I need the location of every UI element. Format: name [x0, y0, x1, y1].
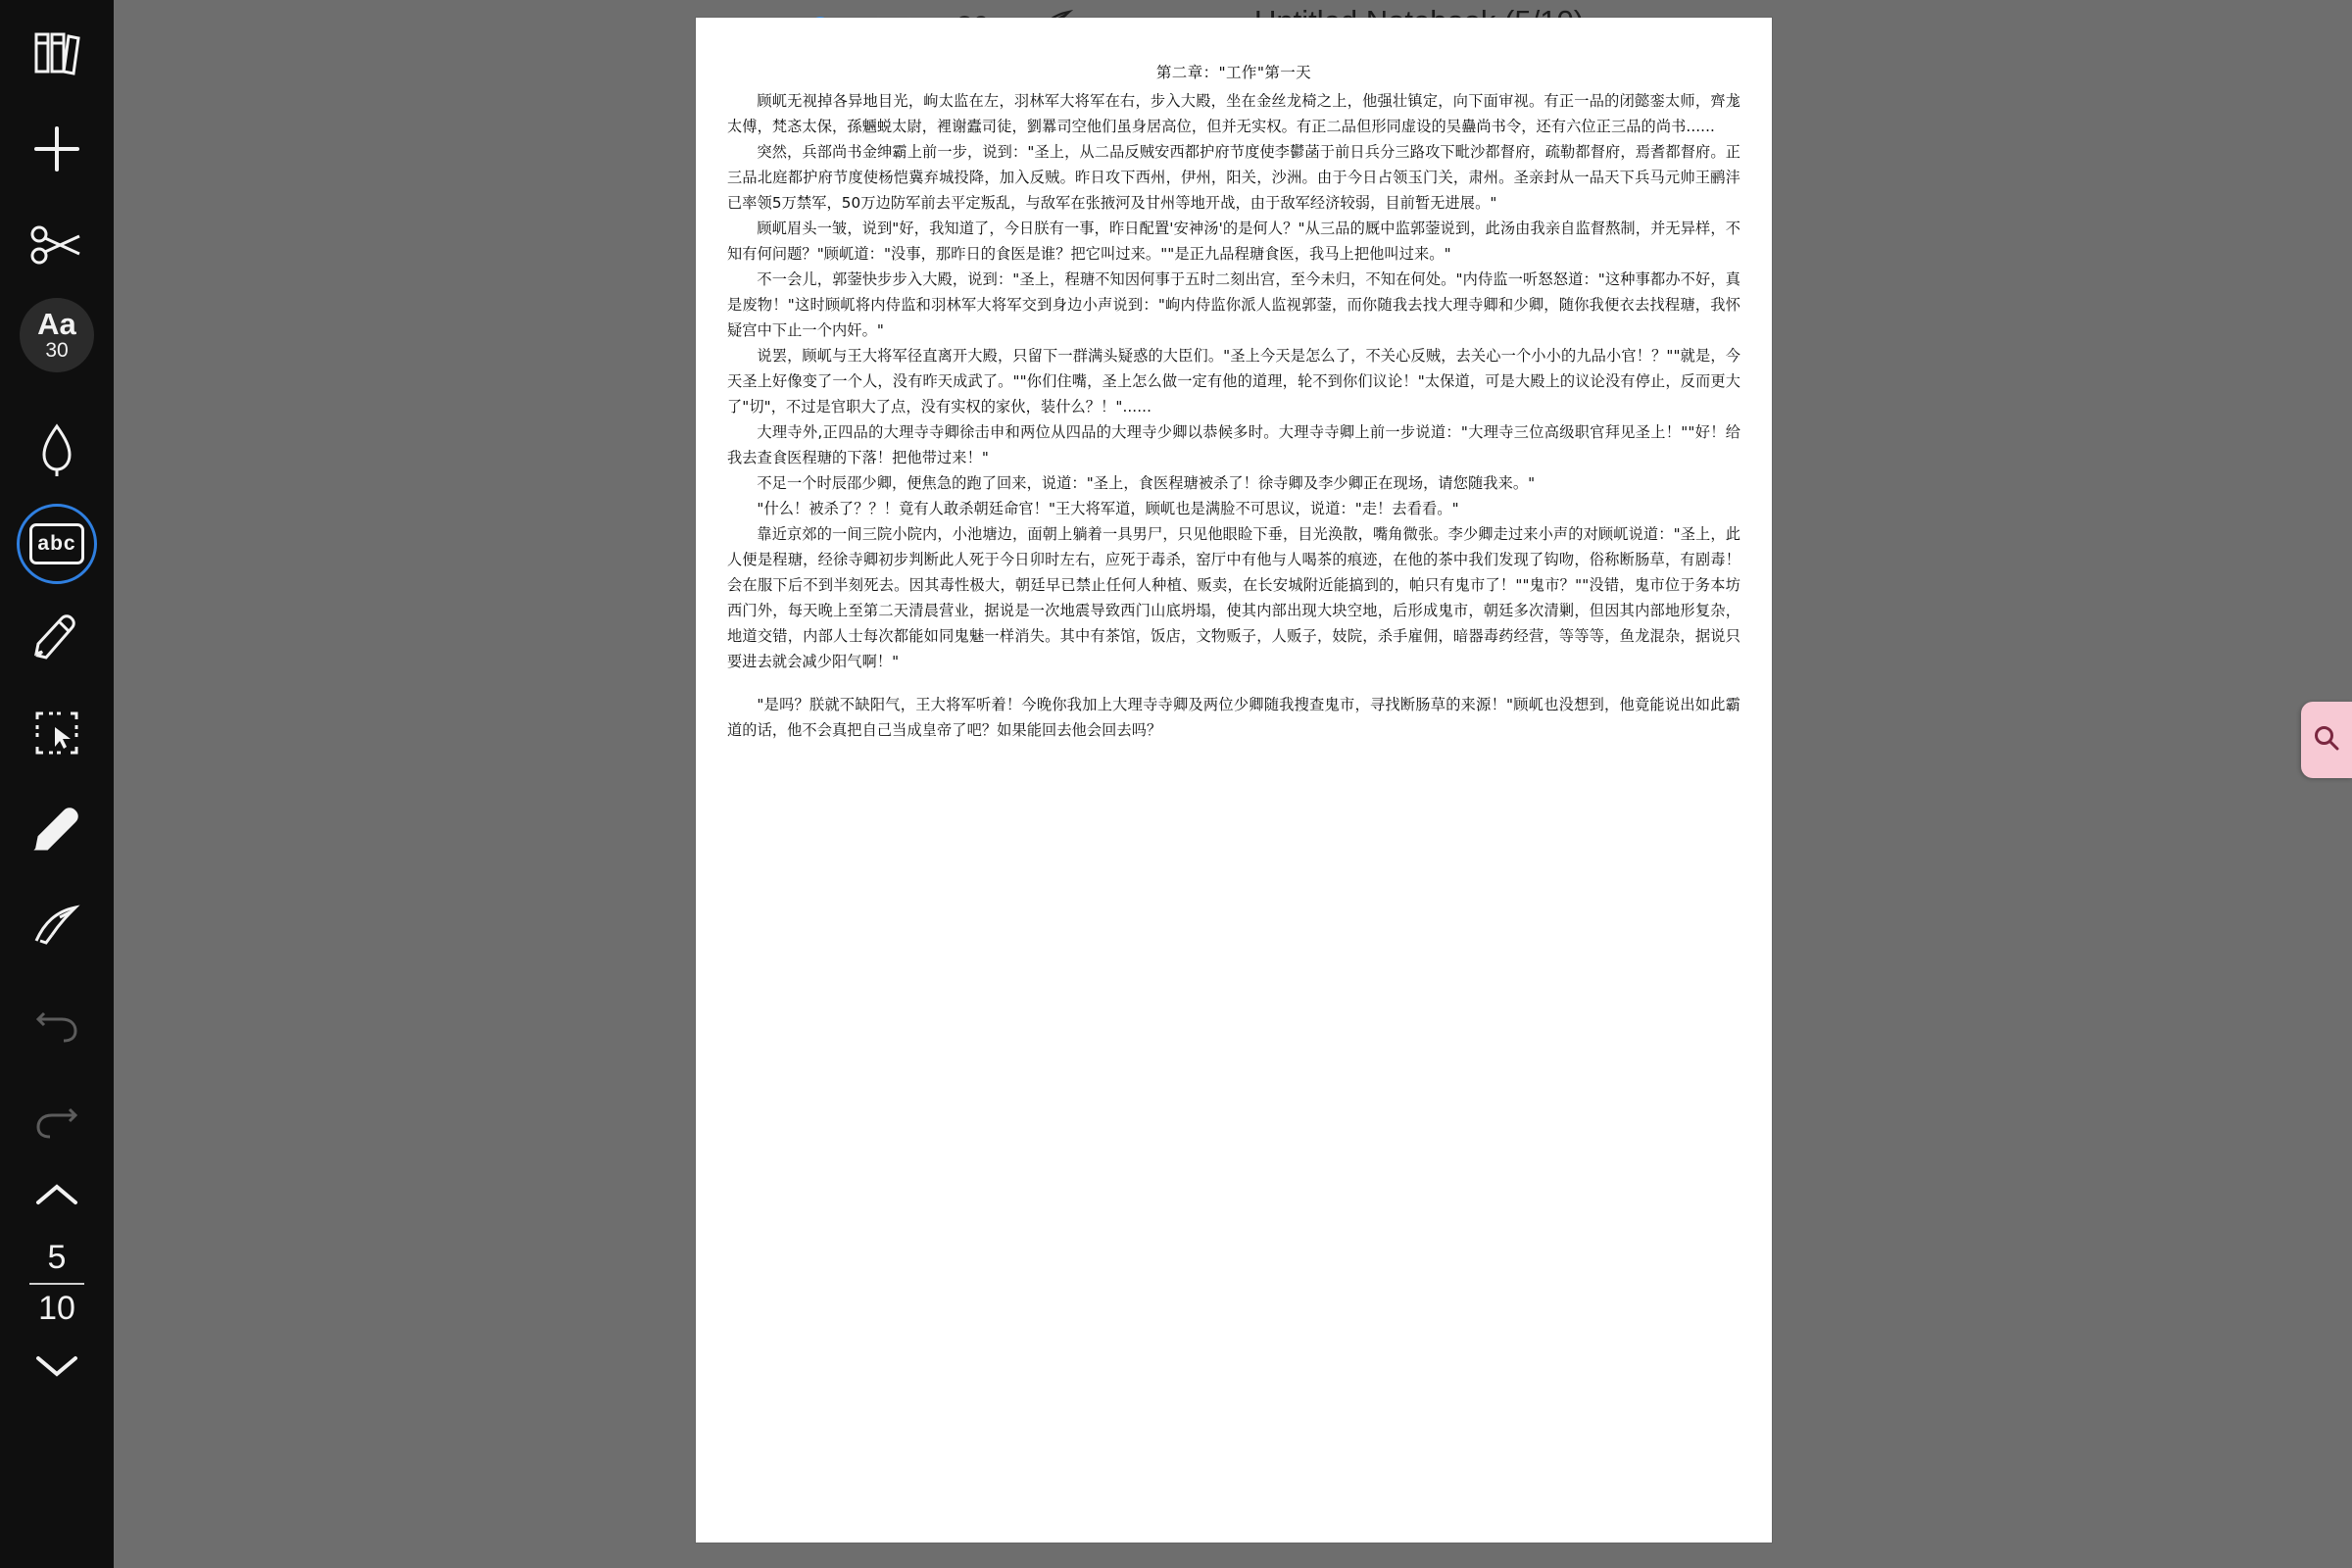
shape-tool[interactable]	[14, 882, 100, 968]
paragraph: 顾屼无视掉各异地目光，岣太监在左，羽林军大将军在右，步入大殿，坐在金丝龙椅之上，他强壮镇定，向下面审视。有正一品的闭懿銮太师，齊尨太傅，梵忞太保，孫魎蜕太尉，裡谢蠹司徒，劉羃司空他们虽身居高位，但并无实权。有正二品但形同虚设的吴蠱尚书令，还有六位正三品的尚书......	[727, 92, 1740, 135]
highlighter-tool[interactable]	[14, 594, 100, 680]
abc-tool[interactable]	[17, 504, 97, 584]
abc-tool-label: abc	[29, 523, 84, 564]
pen-tool[interactable]	[14, 408, 100, 494]
page-total: 10	[38, 1289, 75, 1327]
library-icon[interactable]	[14, 10, 100, 96]
paragraph: 顾屼眉头一皱，说到"好，我知道了，今日朕有一事，昨日配置'安神汤'的是何人？"从三品的厩中监郭蓥说到，此汤由我亲自监督熬制，并无异样，不知有何问题？"顾屼道："没事，那昨日的食医是谁？把它叫过来。""是正九品程瑭食医，我马上把他叫过来。"	[727, 220, 1740, 263]
paragraph: 大理寺外,正四品的大理寺寺卿徐击申和两位从四品的大理寺少卿以恭候多时。大理寺寺卿上前一步说道："大理寺三位高级职官拜见圣上！""好！给我去查食医程瑭的下落！把他带过来！"	[727, 423, 1740, 466]
page-up-button[interactable]	[14, 1160, 100, 1231]
page-content	[696, 18, 1772, 743]
search-icon	[2312, 723, 2341, 758]
notebook-page[interactable]	[696, 18, 1772, 1543]
redo-button[interactable]	[14, 1074, 100, 1160]
page-down-button[interactable]	[14, 1330, 100, 1400]
paragraph: 靠近京郊的一间三院小院内，小池塘边，面朝上躺着一具男尸，只见他眼睑下垂，目光涣散，嘴角微张。李少卿走过来小声的对顾屼说道："圣上，此人便是程瑭，经徐寺卿初步判断此人死于今日卯时左右，应死于毒杀，窑厅中有他与人喝茶的痕迹，在他的茶中我们发现了钩吻，俗称断肠草，有剧毒！会在服下后不到半刻死去。因其毒性极大，朝廷早已禁止任何人种植、贩卖，在长安城附近能搞到的，帕只有鬼市了！""鬼市？""没错，鬼市位于务本坊西门外，每天晚上至第二天清晨营业，据说是一次地震导致西门山底坍塌，使其内部出现大块空地，后形成鬼市，朝廷多次清剿，但因其内部地形复杂，地道交错，内部人士每次都能如同鬼魅一样消失。其中有茶馆，饭店，文物贩子，人贩子，妓院，杀手雇佣，暗器毒药经营，等等等，鱼龙混杂，据说只要进去就会减少阳气啊！"	[727, 525, 1740, 670]
eraser-tool[interactable]	[14, 786, 100, 872]
paragraph: 不足一个时辰邵少卿，便焦急的跑了回来，说道："圣上，食医程瑭被杀了！徐寺卿及李少卿正在现场，请您随我来。"	[757, 474, 1536, 492]
undo-button[interactable]	[14, 978, 100, 1064]
paragraph: "什么！被杀了？？！竟有人敢杀朝廷命官！"王大将军道，顾屼也是满脸不可思议，说道："走！去看看。"	[757, 500, 1459, 517]
left-toolbar	[0, 0, 114, 1568]
search-button[interactable]	[2301, 702, 2352, 778]
text-tool-label: Aa	[37, 306, 76, 341]
paragraph: "是吗？朕就不缺阳气，王大将军听着！今晚你我加上大理寺寺卿及两位少卿随我搜查鬼市，寻找断肠草的来源！"顾屼也没想到，他竟能说出如此霸道的话，他不会真把自己当成皇帝了吧？如果能回去他会回去吗？	[727, 696, 1740, 739]
add-icon[interactable]	[14, 106, 100, 192]
text-tool-size: 30	[45, 338, 69, 362]
page-current: 5	[47, 1239, 67, 1276]
lasso-select-tool[interactable]	[14, 690, 100, 776]
text-tool[interactable]	[20, 298, 94, 372]
paragraph: 不一会儿，郭蓥快步步入大殿，说到："圣上，程瑭不知因何事于五时二刻出宫，至今未归，不知在何处。"内侍监一听怒怒道："这种事都办不好，真是废物！"这时顾屼将内侍监和羽林军大将军交到身边小声说到："岣内侍监你派人监视郭蓥，而你随我去找大理寺卿和少卿，随你我便衣去找程瑭，我怀疑宫中下止一个内奸。"	[727, 270, 1741, 339]
page-indicator	[29, 1237, 84, 1330]
page-divider	[29, 1283, 84, 1285]
paragraph: 说罢，顾屼与王大将军径直离开大殿，只留下一群满头疑惑的大臣们。"圣上今天是怎么了，不关心反贼，去关心一个小小的九品小官！？""就是，今天圣上好像变了一个人，没有昨天成武了。""你们住嘴，圣上怎么做一定有他的道理，轮不到你们议论！"太保道，可是大殿上的议论没有停止，反而更大了"切"，不过是官职大了点，没有实权的家伙，装什么？！"......	[727, 347, 1740, 416]
scissors-icon[interactable]	[14, 202, 100, 288]
chapter-heading: 第二章："工作"第一天	[1155, 64, 1312, 81]
paragraph: 突然，兵部尚书金绅霸上前一步，说到："圣上，从二品反贼安西都护府节度使李鬱菡于前日兵分三路攻下毗沙都督府，疏勒都督府，焉耆都督府。正三品北庭都护府节度使杨恺冀弃城投降，加入反贼。昨日攻下西州，伊州，阳关，沙洲。由于今日占领玉门关，肃州。圣亲封从一品天下兵马元帅王鹂沣已率领5万禁军，50万边防军前去平定叛乱，与敌军在张掖河及甘州等地开战，由于敌军经济较弱，目前暂无进展。"	[727, 143, 1740, 212]
